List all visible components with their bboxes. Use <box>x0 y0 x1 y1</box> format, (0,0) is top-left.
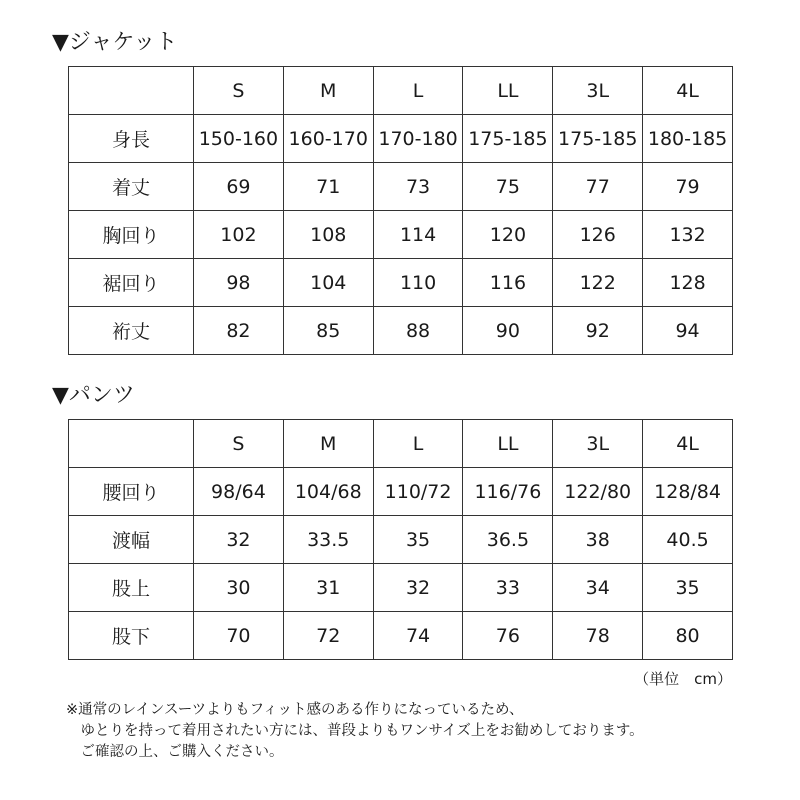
table-cell: 76 <box>463 612 553 660</box>
table-cell: 122/80 <box>553 468 643 516</box>
table-row <box>69 564 733 612</box>
fit-notes <box>66 700 644 763</box>
size-header: 4L <box>643 420 733 468</box>
table-cell: 160-170 <box>283 115 373 163</box>
table-cell: 33.5 <box>283 516 373 564</box>
table-row <box>69 163 733 211</box>
row-label: 腰回り <box>69 468 194 516</box>
table-row <box>69 468 733 516</box>
table-cell: 110 <box>373 259 463 307</box>
table-cell: 114 <box>373 211 463 259</box>
table-cell: 150-160 <box>194 115 284 163</box>
table-cell: 82 <box>194 307 284 355</box>
table-cell: 116 <box>463 259 553 307</box>
table-row <box>69 516 733 564</box>
table-row <box>69 211 733 259</box>
table-cell: 126 <box>553 211 643 259</box>
table-cell: 92 <box>553 307 643 355</box>
row-label: 股下 <box>69 612 194 660</box>
table-cell: 71 <box>283 163 373 211</box>
size-header: S <box>194 67 284 115</box>
table-cell: 170-180 <box>373 115 463 163</box>
header-corner-cell <box>69 67 194 115</box>
note-line: ※通常のレインスーツよりもフィット感のある作りになっているため、 <box>66 702 524 718</box>
table-row <box>69 612 733 660</box>
table-cell: 104/68 <box>283 468 373 516</box>
table-header-row <box>69 67 733 115</box>
table-cell: 98 <box>194 259 284 307</box>
row-label: 渡幅 <box>69 516 194 564</box>
table-cell: 35 <box>643 564 733 612</box>
row-label: 着丈 <box>69 163 194 211</box>
header-corner-cell <box>69 420 194 468</box>
row-label: 身長 <box>69 115 194 163</box>
table-cell: 30 <box>194 564 284 612</box>
size-header: S <box>194 420 284 468</box>
size-header: M <box>283 67 373 115</box>
table-cell: 88 <box>373 307 463 355</box>
table-cell: 72 <box>283 612 373 660</box>
size-header: 3L <box>553 420 643 468</box>
table-cell: 74 <box>373 612 463 660</box>
row-label: 股上 <box>69 564 194 612</box>
table-cell: 128/84 <box>643 468 733 516</box>
table-cell: 128 <box>643 259 733 307</box>
row-label: 胸回り <box>69 211 194 259</box>
size-header: 3L <box>553 67 643 115</box>
table-cell: 120 <box>463 211 553 259</box>
table-cell: 32 <box>373 564 463 612</box>
table-cell: 78 <box>553 612 643 660</box>
size-header: 4L <box>643 67 733 115</box>
row-label: 裄丈 <box>69 307 194 355</box>
table-cell: 31 <box>283 564 373 612</box>
table-cell: 98/64 <box>194 468 284 516</box>
jacket-size-table <box>68 66 733 355</box>
size-header: LL <box>463 67 553 115</box>
table-cell: 75 <box>463 163 553 211</box>
table-cell: 90 <box>463 307 553 355</box>
table-cell: 36.5 <box>463 516 553 564</box>
jacket-heading: ▼ジャケット <box>52 30 178 55</box>
table-cell: 70 <box>194 612 284 660</box>
size-header: L <box>373 67 463 115</box>
table-cell: 110/72 <box>373 468 463 516</box>
table-cell: 132 <box>643 211 733 259</box>
table-cell: 175-185 <box>463 115 553 163</box>
table-cell: 73 <box>373 163 463 211</box>
table-cell: 33 <box>463 564 553 612</box>
note-line: ゆとりを持って着用されたい方には、普段よりもワンサイズ上をお勧めしております。 <box>66 723 644 739</box>
unit-note: （単位 cm） <box>634 670 732 688</box>
table-cell: 34 <box>553 564 643 612</box>
pants-heading: ▼パンツ <box>52 383 135 408</box>
table-cell: 104 <box>283 259 373 307</box>
table-cell: 77 <box>553 163 643 211</box>
table-cell: 102 <box>194 211 284 259</box>
size-header: L <box>373 420 463 468</box>
table-cell: 38 <box>553 516 643 564</box>
table-cell: 80 <box>643 612 733 660</box>
table-cell: 85 <box>283 307 373 355</box>
table-row <box>69 259 733 307</box>
table-cell: 116/76 <box>463 468 553 516</box>
table-cell: 32 <box>194 516 284 564</box>
row-label: 裾回り <box>69 259 194 307</box>
table-cell: 35 <box>373 516 463 564</box>
table-cell: 94 <box>643 307 733 355</box>
table-row <box>69 307 733 355</box>
table-cell: 175-185 <box>553 115 643 163</box>
table-cell: 40.5 <box>643 516 733 564</box>
table-cell: 122 <box>553 259 643 307</box>
table-cell: 180-185 <box>643 115 733 163</box>
pants-size-table <box>68 419 733 660</box>
size-header: M <box>283 420 373 468</box>
table-row <box>69 115 733 163</box>
table-cell: 79 <box>643 163 733 211</box>
table-header-row <box>69 420 733 468</box>
note-line: ご確認の上、ご購入ください。 <box>66 744 284 760</box>
size-header: LL <box>463 420 553 468</box>
table-cell: 69 <box>194 163 284 211</box>
table-cell: 108 <box>283 211 373 259</box>
